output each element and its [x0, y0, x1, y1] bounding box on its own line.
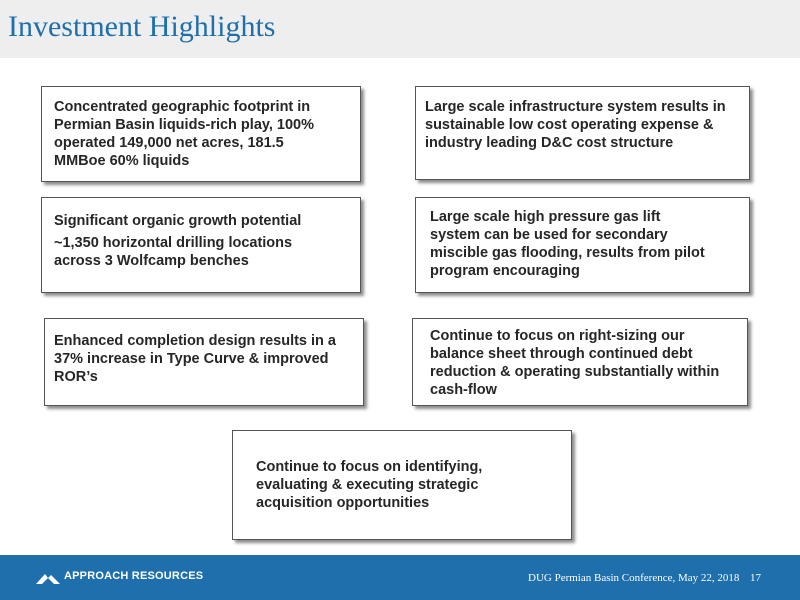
conference-label: DUG Permian Basin Conference, May 22, 2018: [528, 572, 740, 584]
highlight-line: Continue to focus on identifying,: [256, 459, 483, 475]
highlight-line: Continue to focus on right-sizing our: [430, 328, 685, 344]
highlight-line: cash-flow: [430, 382, 497, 398]
highlight-line: system can be used for secondary: [430, 227, 668, 243]
highlight-line: across 3 Wolfcamp benches: [54, 253, 249, 269]
highlight-box-infrastructure: [415, 86, 750, 180]
highlight-box-acquisitions: [232, 430, 572, 540]
highlight-line: Permian Basin liquids-rich play, 100%: [54, 117, 315, 133]
highlight-line: operated 149,000 net acres, 181.5: [54, 135, 284, 151]
mountain-logo-icon: [36, 572, 60, 584]
highlight-line: evaluating & executing strategic: [256, 477, 479, 493]
highlight-line: Large scale infrastructure system results in: [425, 99, 726, 115]
highlight-line: ROR’s: [54, 369, 98, 385]
footer-band: [0, 555, 800, 600]
highlight-box-gas-lift: [415, 197, 750, 293]
highlight-box-completion: [44, 318, 364, 406]
highlight-line: sustainable low cost operating expense &: [425, 117, 714, 133]
highlight-line: Significant organic growth potential: [54, 213, 302, 229]
page-number: 17: [750, 572, 761, 584]
highlight-line: ~1,350 horizontal drilling locations: [54, 235, 293, 251]
highlight-line: reduction & operating substantially within: [430, 364, 720, 380]
highlight-line: Large scale high pressure gas lift: [430, 209, 661, 225]
header-band: [0, 0, 800, 58]
highlight-line: Enhanced completion design results in a: [54, 333, 336, 349]
highlight-line: Concentrated geographic footprint in: [54, 99, 311, 115]
highlight-line: industry leading D&C cost structure: [425, 135, 674, 151]
highlight-line: MMBoe 60% liquids: [54, 153, 190, 169]
page-title: Investment Highlights: [8, 10, 276, 43]
highlight-line: program encouraging: [430, 263, 580, 279]
highlight-line: 37% increase in Type Curve & improved: [54, 351, 329, 367]
highlight-line: acquisition opportunities: [256, 495, 430, 511]
highlight-box-growth: [41, 197, 361, 293]
highlight-box-balance-sheet: [412, 318, 748, 406]
highlight-line: balance sheet through continued debt: [430, 346, 693, 362]
highlight-line: miscible gas flooding, results from pilot: [430, 245, 705, 261]
company-name: APPROACH RESOURCES: [64, 570, 204, 582]
highlight-box-footprint: [41, 86, 361, 182]
